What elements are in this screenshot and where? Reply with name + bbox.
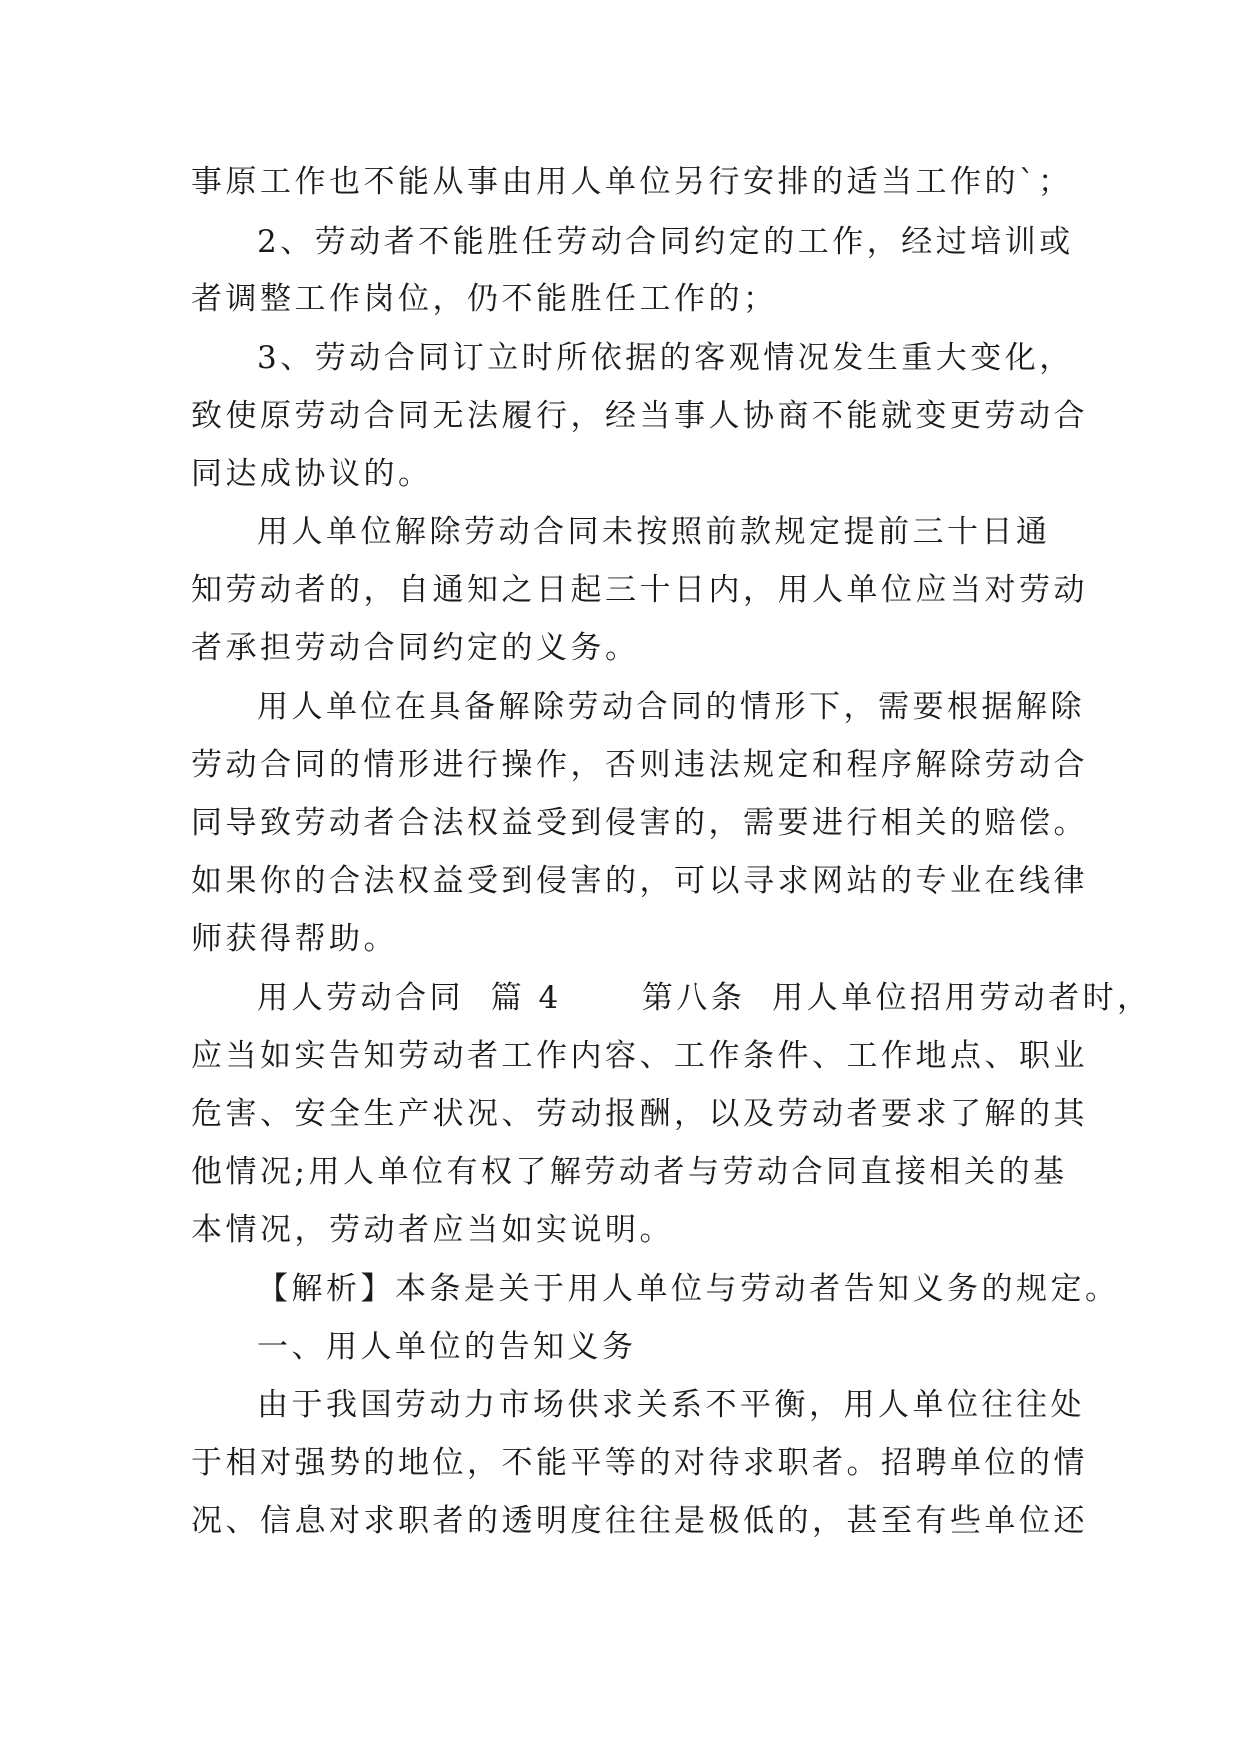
text-line: 用人单位解除劳动合同未按照前款规定提前三十日通	[257, 514, 1051, 550]
text-line: 者承担劳动合同约定的义务。	[191, 630, 640, 666]
text-line: 同达成协议的。	[191, 456, 433, 492]
text-line: 如果你的合法权益受到侵害的，可以寻求网站的专业在线律	[191, 863, 1088, 899]
text-line: 况、信息对求职者的透明度往往是极低的，甚至有些单位还	[191, 1503, 1088, 1539]
text-line: 3、劳动合同订立时所依据的客观情况发生重大变化，	[257, 340, 1074, 376]
text-line: 同导致劳动者合法权益受到侵害的，需要进行相关的赔偿。	[191, 805, 1088, 841]
text-line: 危害、安全生产状况、劳动报酬，以及劳动者要求了解的其	[191, 1096, 1088, 1132]
text-line: 事原工作也不能从事由用人单位另行安排的适当工作的`；	[191, 164, 1073, 200]
text-line: 一、用人单位的告知义务	[257, 1329, 637, 1365]
text-line: 知劳动者的，自通知之日起三十日内，用人单位应当对劳动	[191, 572, 1088, 608]
text-line: 师获得帮助。	[191, 921, 398, 957]
text-line: 由于我国劳动力市场供求关系不平衡，用人单位往往处	[257, 1387, 1085, 1423]
text-line: 致使原劳动合同无法履行，经当事人协商不能就变更劳动合	[191, 398, 1088, 434]
text-line: 本情况，劳动者应当如实说明。	[191, 1212, 674, 1248]
text-line: 他情况;用人单位有权了解劳动者与劳动合同直接相关的基	[191, 1154, 1068, 1190]
text-line: 用人劳动合同 篇 4 第八条 用人单位招用劳动者时，	[257, 980, 1152, 1016]
text-line: 2、劳动者不能胜任劳动合同约定的工作，经过培训或	[257, 224, 1074, 260]
text-line: 应当如实告知劳动者工作内容、工作条件、工作地点、职业	[191, 1038, 1088, 1074]
text-line: 用人单位在具备解除劳动合同的情形下，需要根据解除	[257, 689, 1085, 725]
text-line: 于相对强势的地位，不能平等的对待求职者。招聘单位的情	[191, 1445, 1088, 1481]
text-line: 劳动合同的情形进行操作，否则违法规定和程序解除劳动合	[191, 747, 1088, 783]
text-line: 【解析】本条是关于用人单位与劳动者告知义务的规定。	[257, 1271, 1120, 1307]
text-line: 者调整工作岗位，仍不能胜任工作的；	[191, 281, 778, 317]
